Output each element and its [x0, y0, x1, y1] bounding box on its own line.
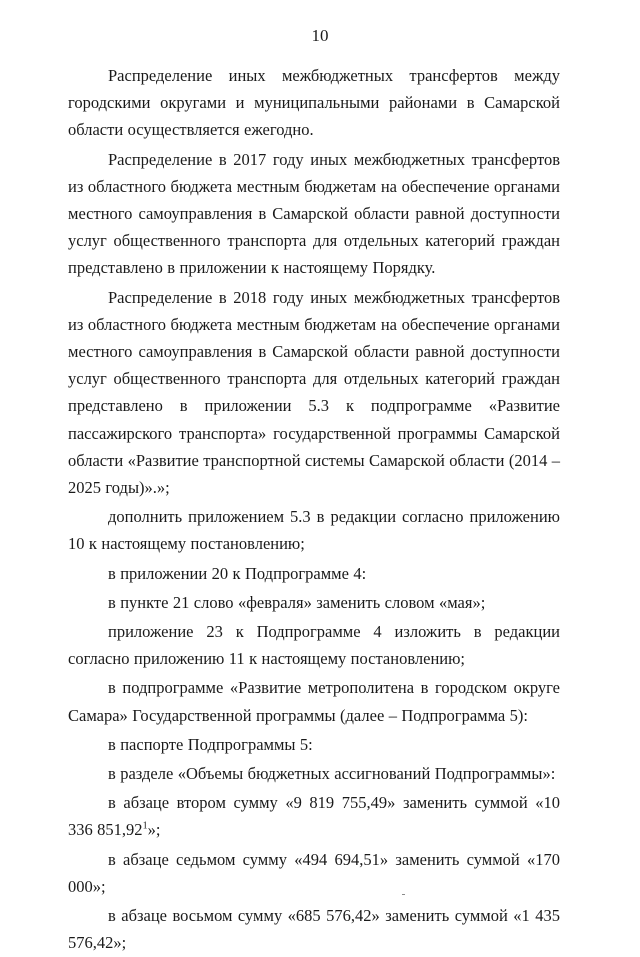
paragraph-distribution-2018: Распределение в 2018 году иных межбюджетных трансфертов из областного бюджета местным бюджетам на обеспечение органами местного самоуправления в Самарской области равной доступности услуг общественного транспорта для отдельных категорий граждан представлено в приложении 5.3 к подпрограмме «Развитие пассажирского транспорта» государственной программы Самарской области «Развитие транспортной системы Самарской области (2014 – 2025 годы)».»; — [68, 287, 561, 498]
footnote-marker: 1 — [142, 820, 148, 832]
paragraph-budget-section: в разделе «Объемы бюджетных ассигнований Подпрограммы»: — [108, 764, 556, 784]
paragraph-appendix-23: приложение 23 к Подпрограмме 4 изложить в редакции согласно приложению 11 к настоящему постановлению; — [68, 622, 560, 669]
document-body — [68, 62, 560, 957]
paragraph-sum-eighth: в абзаце восьмом сумму «685 576,42» заменить суммой «1 435 576,42»; — [68, 906, 560, 953]
paragraph-sum-second — [68, 789, 560, 843]
paragraph-sum-seventh: в абзаце седьмом сумму «494 694,51» заменить суммой «170 000»; — [68, 849, 560, 896]
sum-second-text: в абзаце втором сумму «9 819 755,49» заменить суммой «10 336 851,92 — [68, 793, 560, 840]
paragraph-distribution-2017: Распределение в 2017 году иных межбюджетных трансфертов из областного бюджета местным бюджетам на обеспечение органами местного самоуправления в Самарской области равной доступности услуг общественного транспорта для отдельных категорий граждан представлено в приложении к настоящему Порядку. — [68, 149, 560, 278]
sum-second-closing: »; — [147, 820, 161, 840]
paragraph-distribution-annual: Распределение иных межбюджетных трансфертов между городскими округами и муниципальными районами в Самарской области осуществляется ежегодно. — [68, 66, 560, 140]
scan-artifact — [402, 894, 405, 895]
paragraph-subprogram-5: в подпрограмме «Развитие метрополитена в городском округе Самара» Государственной программы (далее – Подпрограмма 5): — [68, 678, 560, 725]
paragraph-appendix-20: в приложении 20 к Подпрограмме 4: — [108, 563, 367, 583]
paragraph-point-21: в пункте 21 слово «февраля» заменить словом «мая»; — [108, 592, 486, 612]
paragraph-passport-subprogram-5: в паспорте Подпрограммы 5: — [108, 734, 313, 754]
paragraph-add-appendix-5-3: дополнить приложением 5.3 в редакции согласно приложению 10 к настоящему постановлению; — [68, 507, 560, 554]
page-number: 10 — [311, 26, 329, 45]
